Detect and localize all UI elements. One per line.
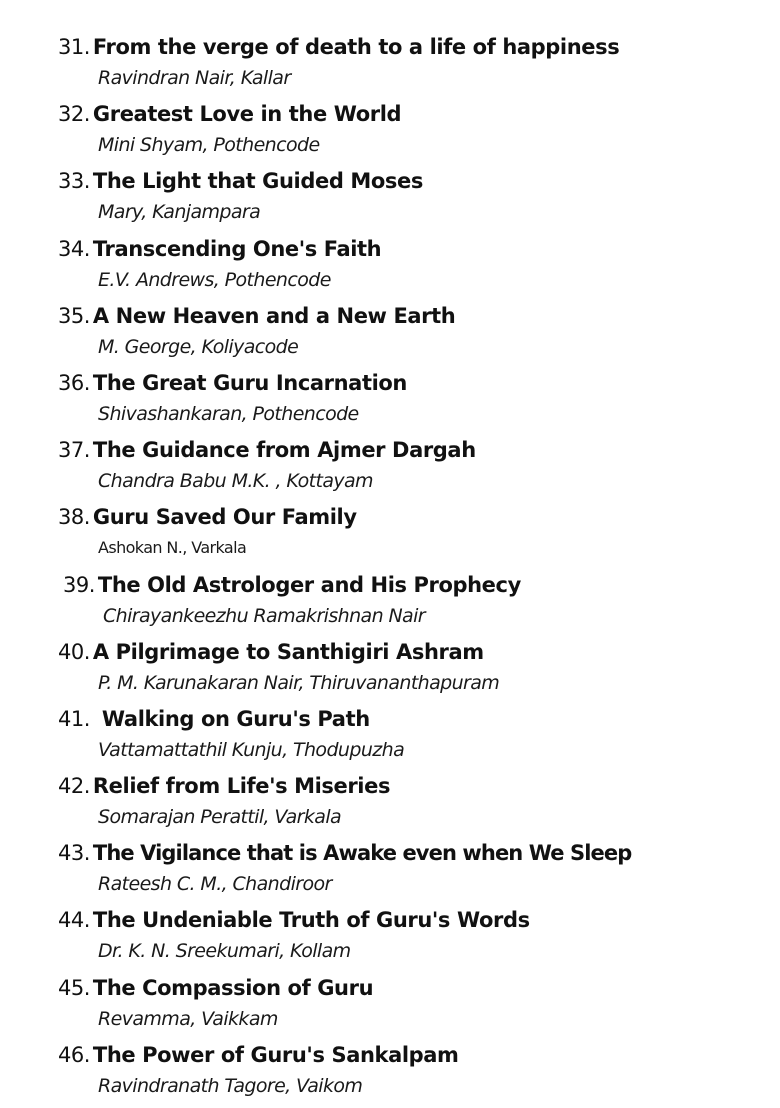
entry-title: The Power of Guru's Sankalpam bbox=[92, 1042, 459, 1067]
entry-number: 41. bbox=[58, 706, 90, 731]
entry-number: 32. bbox=[58, 102, 90, 127]
toc-entry bbox=[58, 299, 758, 366]
entry-author: Rateesh C. M., Chandiroor bbox=[98, 873, 332, 896]
toc-entry bbox=[58, 971, 758, 1038]
entry-title: The Compassion of Guru bbox=[92, 975, 374, 1000]
entry-title: The Undeniable Truth of Guru's Words bbox=[92, 908, 530, 933]
toc-entry bbox=[58, 568, 758, 635]
toc-entry bbox=[58, 232, 758, 299]
toc-entry bbox=[58, 635, 758, 702]
entry-number: 31. bbox=[58, 35, 90, 59]
entry-number: 33. bbox=[58, 169, 90, 194]
toc-entry bbox=[58, 97, 758, 164]
toc-entry bbox=[58, 769, 758, 836]
entry-title: The Guidance from Ajmer Dargah bbox=[92, 438, 476, 463]
entry-number: 34. bbox=[58, 236, 90, 261]
entry-number: 38. bbox=[58, 505, 90, 530]
entry-title: Transcending One's Faith bbox=[92, 236, 382, 261]
entry-number: 39. bbox=[63, 572, 95, 597]
entry-author: Ashokan N., Varkala bbox=[98, 538, 247, 558]
entry-title: Guru Saved Our Family bbox=[92, 505, 357, 530]
entry-author: Ravindran Nair, Kallar bbox=[98, 67, 291, 89]
entry-author: Chandra Babu M.K. , Kottayam bbox=[98, 470, 373, 493]
entry-title: A New Heaven and a New Earth bbox=[92, 303, 456, 328]
entry-author: Chirayankeezhu Ramakrishnan Nair bbox=[103, 604, 425, 627]
toc-entry bbox=[58, 1038, 758, 1105]
entry-number: 45. bbox=[58, 975, 90, 1000]
entry-number: 43. bbox=[58, 841, 90, 866]
entry-number: 46. bbox=[58, 1042, 90, 1067]
entry-title: Relief from Life's Miseries bbox=[92, 774, 391, 799]
entry-number: 36. bbox=[58, 370, 90, 395]
entry-number: 40. bbox=[58, 639, 90, 664]
entry-title: From the verge of death to a life of happiness bbox=[92, 35, 620, 59]
toc-entry bbox=[58, 433, 758, 500]
entry-number: 42. bbox=[58, 774, 90, 799]
entry-title: The Light that Guided Moses bbox=[92, 169, 423, 194]
table-of-contents bbox=[58, 30, 758, 1105]
entry-author: Revamma, Vaikkam bbox=[98, 1007, 278, 1030]
entry-author: Mini Shyam, Pothencode bbox=[98, 134, 320, 157]
entry-title: Walking on Guru's Path bbox=[101, 706, 370, 731]
entry-author: P. M. Karunakaran Nair, Thiruvananthapuram bbox=[98, 671, 500, 694]
entry-author: E.V. Andrews, Pothencode bbox=[98, 268, 331, 291]
toc-entry bbox=[58, 366, 758, 433]
entry-title: The Vigilance that is Awake even when We Sleep bbox=[92, 841, 632, 866]
entry-author: Mary, Kanjampara bbox=[98, 201, 261, 224]
toc-entry bbox=[58, 164, 758, 231]
entry-author: Shivashankaran, Pothencode bbox=[98, 402, 359, 425]
entry-number: 35. bbox=[58, 303, 90, 328]
entry-number: 44. bbox=[58, 908, 90, 933]
entry-author: M. George, Koliyacode bbox=[98, 335, 299, 358]
entry-title: The Great Guru Incarnation bbox=[92, 370, 407, 395]
entry-author: Ravindranath Tagore, Vaikom bbox=[98, 1074, 363, 1097]
toc-entry bbox=[58, 836, 758, 903]
entry-author: Dr. K. N. Sreekumari, Kollam bbox=[98, 940, 351, 963]
entry-title: Greatest Love in the World bbox=[92, 102, 402, 127]
toc-entry bbox=[58, 30, 758, 97]
entry-author: Vattamattathil Kunju, Thodupuzha bbox=[98, 738, 405, 761]
entry-number: 37. bbox=[58, 438, 90, 463]
entry-title: The Old Astrologer and His Prophecy bbox=[97, 572, 521, 597]
entry-author: Somarajan Perattil, Varkala bbox=[98, 806, 342, 829]
entry-title: A Pilgrimage to Santhigiri Ashram bbox=[92, 639, 484, 664]
toc-entry bbox=[58, 500, 758, 567]
toc-entry bbox=[58, 702, 758, 769]
toc-entry bbox=[58, 903, 758, 970]
